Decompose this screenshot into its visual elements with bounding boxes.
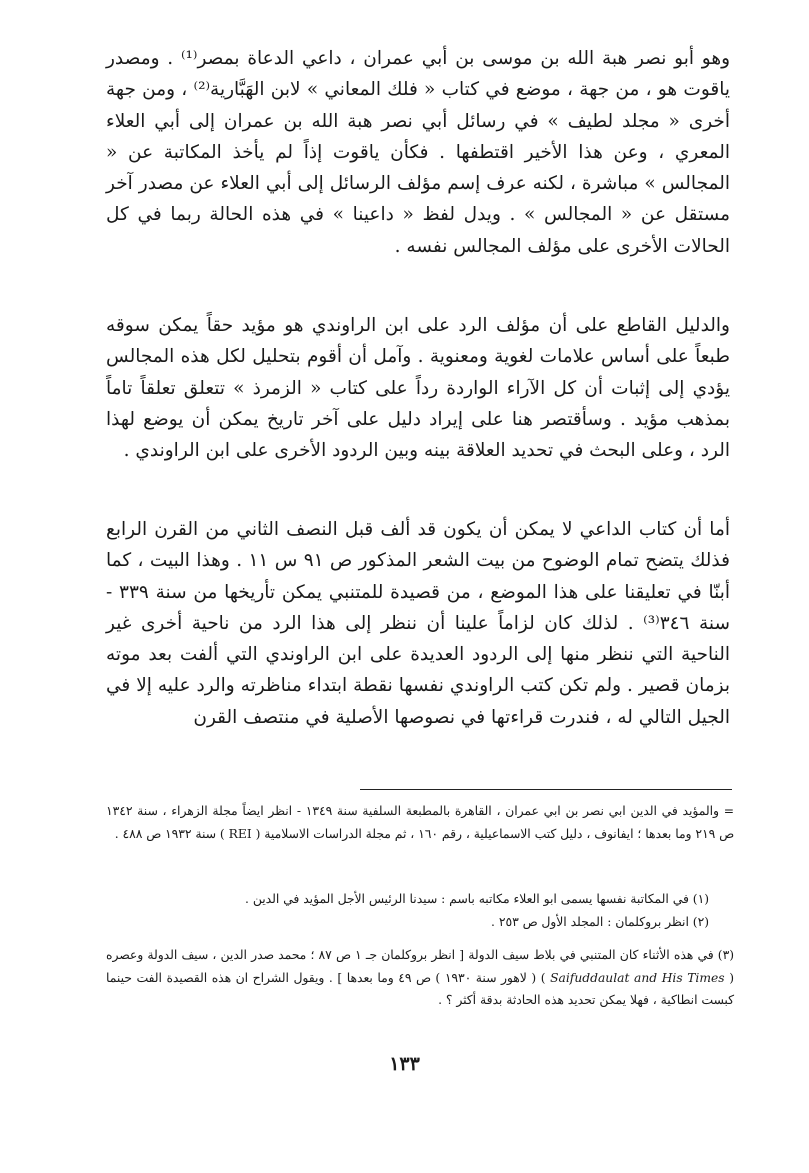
footnote-continuation: = والمؤيد في الدين ابي نصر بن ابي عمران ، القاهرة بالمطبعة السلفية سنة ١٣٤٩ - انظر ايضاً مجلة الزهراء ، سنة ١٣٤٢ ص ٢١٩ وما بعدها ؛ ايفانوف ، دليل كتب الاسماعيلية ، رقم ١٦٠ ، ثم مجلة الدراسات الاسلامية ( REI ) سنة ١٩٣٢ ص ٤٨٨ . [106,804,734,841]
page-number: ١٣٣ [389,1053,420,1075]
footnote-separator [360,789,732,790]
footnote-3 [106,944,734,1012]
footnote-3-text-a: (٣) في هذه الأثناء كان المتنبي في بلاط سيف الدولة [ انظر بروكلمان جـ ١ ص ٨٧ ؛ محمد صدر الدين ، سيف الدولة وعصره ( [106,948,735,985]
body-paragraph-1: وهو أبو نصر هبة الله بن موسى بن أبي عمران ، داعي الدعاة بمصر⁽¹⁾ . ومصدر ياقوت هو ، من جهة ، موضع في كتاب « فلك المعاني » لابن الهَبَّارية⁽²⁾ ، ومن جهة أخرى « مجلد لطيف » في رسائل أبي نصر هبة الله بن عمران إلى أبي العلاء المعري ، وعن هذا الأخير اقتطفها . فكأن ياقوت إذاً لم يأخذ المكاتبة عن « المجالس » مباشرة ، لكنه عرف إسم مؤلف الرسائل إلى أبي العلاء عن مصدر آخر مستقل عن « المجالس » . ويدل لفظ « داعينا » في هذه الحالة ربما في كل الحالات الأخرى على مؤلف المجالس نفسه . [106,48,731,257]
body-paragraph-2: والدليل القاطع على أن مؤلف الرد على ابن الراوندي هو مؤيد حقاً يمكن سوقه طبعاً على أساس علامات لغوية ومعنوية . وآمل أن أقوم بتحليل لكل هذه المجالس يؤدي إلى إثبات أن كل الآراء الواردة رداً على كتاب « الزمرذ » تتعلق تعلقاً تاماً بمذهب مؤيد . وسأقتصر هنا على إيراد دليل على آخر تاريخ يمكن أن يوضع لهذا الرد ، وعلى البحث في تحديد العلاقة بينه وبين الردود الأخرى على ابن الراوندي . [106,315,730,462]
body-paragraph-3: أما أن كتاب الداعي لا يمكن أن يكون قد ألف قبل النصف الثاني من القرن الرابع فذلك يتضح تمام الوضوح من بيت الشعر المذكور ص ٩١ س ١١ . وهذا البيت ، كما أبنّا في تعليقنا على هذا الموضع ، من قصيدة للمتنبي يمكن تأريخها من سنة ٣٣٩ - سنة ٣٤٦⁽³⁾ . لذلك كان لزاماً علينا أن ننظر إلى هذا الرد من ناحية أخرى غير الناحية التي ننظر منها إلى الردود العديدة على ابن الراوندي التي ألفت بعد موته بزمان قصير . ولم تكن كتب الراوندي نفسها نقطة ابتداء مناظرته والرد عليه إلا في الجيل التالي له ، فندرت قراءتها في نصوصها الأصلية في منتصف القرن [106,519,730,728]
footnote-2: (٢) انظر بروكلمان : المجلد الأول ص ٢٥٣ . [491,915,709,929]
footnote-1: (١) في المكاتبة نفسها يسمى ابو العلاء مكاتبه باسم : سيدنا الرئيس الأجل المؤيد في الدين . [245,892,709,906]
footnote-3-text-b: ) ( لاهور سنة ١٩٣٠ ) ص ٤٩ وما بعدها ] . ويقول الشراح ان هذه القصيدة الفت حينما كبست انطاكية ، فهلا يمكن تحديد هذه الحادثة بدقة أكثر ؟ . [106,970,734,1007]
footnote-3-latin-title: Saifuddaulat and His Times [550,970,725,985]
